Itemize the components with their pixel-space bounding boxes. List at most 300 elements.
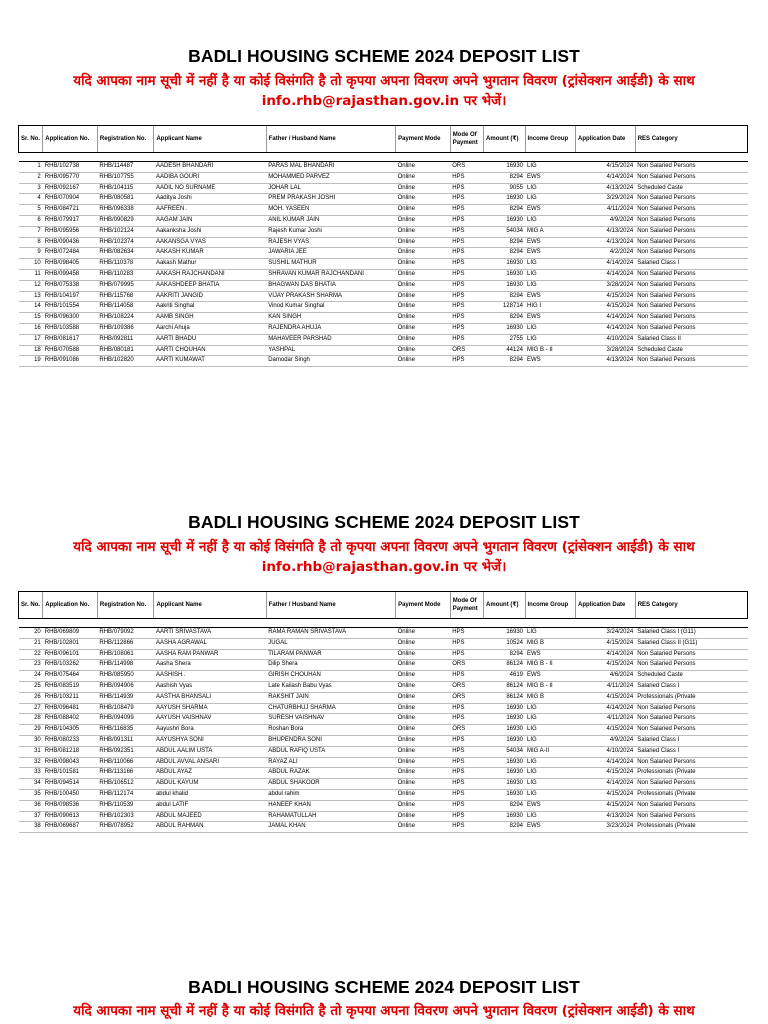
cell-amount: 16930 <box>484 323 525 334</box>
table-row <box>19 172 748 183</box>
cell-amount: 16930 <box>484 768 525 779</box>
cell-application-date: 3/24/2024 <box>576 628 636 639</box>
cell-application-no: RHB/084721 <box>43 205 98 216</box>
cell-applicant-name: Aayushri Bora <box>154 725 266 736</box>
cell-application-no: RHB/104197 <box>43 291 98 302</box>
table-row <box>19 226 748 237</box>
cell-sr-no: 15 <box>19 313 43 324</box>
cell-applicant-name: AAYUSH SHARMA <box>154 703 266 714</box>
cell-registration-no: RHB/110066 <box>97 757 154 768</box>
cell-father-husband-name: ABDUL SHAKOOR <box>266 779 395 790</box>
cell-applicant-name: Aakash Mathur <box>154 259 266 270</box>
cell-application-no: RHB/100450 <box>43 789 98 800</box>
cell-father-husband-name: YASHPAL <box>266 345 395 356</box>
deposit-table <box>18 591 748 833</box>
cell-sr-no: 35 <box>19 789 43 800</box>
cell-sr-no: 5 <box>19 205 43 216</box>
cell-registration-no: RHB/080181 <box>97 345 154 356</box>
cell-payment-mode: Online <box>396 735 451 746</box>
cell-amount: 10524 <box>484 638 525 649</box>
cell-amount: 16930 <box>484 269 525 280</box>
cell-application-date: 4/11/2024 <box>576 681 636 692</box>
cell-res-category: Scheduled Caste <box>635 183 747 194</box>
cell-application-no: RHB/096101 <box>43 649 98 660</box>
cell-application-date: 4/14/2024 <box>576 649 636 660</box>
table-row <box>19 638 748 649</box>
table-spacer-row <box>19 619 748 628</box>
cell-sr-no: 14 <box>19 302 43 313</box>
table-row <box>19 356 748 367</box>
cell-application-date: 4/15/2024 <box>576 660 636 671</box>
cell-application-no: RHB/094514 <box>43 779 98 790</box>
cell-res-category: Non Salaried Persons <box>635 649 747 660</box>
cell-income-group: EWS <box>525 649 576 660</box>
column-header-father-husband-name: Father / Husband Name <box>266 592 395 619</box>
cell-amount: 16930 <box>484 714 525 725</box>
cell-amount: 4619 <box>484 671 525 682</box>
cell-sr-no: 1 <box>19 162 43 173</box>
cell-father-husband-name: MOH. YASEEN <box>266 205 395 216</box>
cell-mode-of-payment: ORS <box>450 162 483 173</box>
cell-mode-of-payment: HPS <box>450 323 483 334</box>
cell-res-category: Non Salaried Persons <box>635 280 747 291</box>
cell-income-group: EWS <box>525 356 576 367</box>
cell-income-group: EWS <box>525 205 576 216</box>
spacer-cell <box>43 153 98 162</box>
cell-income-group: LIG <box>525 280 576 291</box>
cell-payment-mode: Online <box>396 215 451 226</box>
cell-sr-no: 27 <box>19 703 43 714</box>
cell-mode-of-payment: HPS <box>450 237 483 248</box>
cell-amount: 8294 <box>484 313 525 324</box>
cell-father-husband-name: SHRAVAN KUMAR RAJCHANDANI <box>266 269 395 280</box>
cell-income-group: EWS <box>525 313 576 324</box>
cell-mode-of-payment: HPS <box>450 746 483 757</box>
spacer-cell <box>19 153 43 162</box>
cell-sr-no: 10 <box>19 259 43 270</box>
column-header-mode-of-payment: Mode Of Payment <box>450 592 483 619</box>
cell-applicant-name: AAKASH RAJCHANDANI <box>154 269 266 280</box>
cell-applicant-name: AARTI CHOUHAN <box>154 345 266 356</box>
cell-application-no: RHB/098043 <box>43 757 98 768</box>
cell-income-group: LIG <box>525 334 576 345</box>
cell-sr-no: 21 <box>19 638 43 649</box>
cell-father-husband-name: JUGAL <box>266 638 395 649</box>
cell-income-group: LIG <box>525 779 576 790</box>
cell-amount: 16930 <box>484 162 525 173</box>
table-row <box>19 194 748 205</box>
cell-registration-no: RHB/091311 <box>97 735 154 746</box>
cell-income-group: LIG <box>525 628 576 639</box>
cell-applicant-name: AAKRITI JANGID <box>154 291 266 302</box>
cell-application-date: 4/13/2024 <box>576 811 636 822</box>
cell-amount: 8294 <box>484 172 525 183</box>
cell-father-husband-name: ABDUL RAFIQ USTA <box>266 746 395 757</box>
cell-application-date: 4/14/2024 <box>576 323 636 334</box>
cell-application-date: 4/9/2024 <box>576 215 636 226</box>
spacer-cell <box>266 153 395 162</box>
cell-registration-no: RHB/116835 <box>97 725 154 736</box>
table-row <box>19 789 748 800</box>
cell-payment-mode: Online <box>396 703 451 714</box>
cell-sr-no: 28 <box>19 714 43 725</box>
cell-father-husband-name: Damodar Singh <box>266 356 395 367</box>
cell-income-group: LIG <box>525 194 576 205</box>
cell-application-date: 4/10/2024 <box>576 746 636 757</box>
cell-income-group: LIG <box>525 789 576 800</box>
cell-income-group: EWS <box>525 237 576 248</box>
spacer-cell <box>484 153 525 162</box>
cell-applicant-name: ABDUL RAHMAN <box>154 822 266 833</box>
cell-registration-no: RHB/090829 <box>97 215 154 226</box>
cell-payment-mode: Online <box>396 628 451 639</box>
cell-res-category: Non Salaried Persons <box>635 703 747 714</box>
table-row <box>19 800 748 811</box>
notice-line-1: यदि आपका नाम सूची में नहीं है या कोई विसंगति है तो कृपया अपना विवरण अपने भुगतान विवरण (ट्रांसेक्शन आईडी) के साथ <box>73 539 695 555</box>
cell-applicant-name: AARTI BHADU <box>154 334 266 345</box>
cell-sr-no: 38 <box>19 822 43 833</box>
cell-amount: 86124 <box>484 660 525 671</box>
cell-payment-mode: Online <box>396 259 451 270</box>
cell-father-husband-name: HANEEF KHAN <box>266 800 395 811</box>
cell-application-date: 4/15/2024 <box>576 725 636 736</box>
cell-application-no: RHB/101581 <box>43 768 98 779</box>
cell-res-category: Non Salaried Persons <box>635 226 747 237</box>
cell-res-category: Non Salaried Persons <box>635 269 747 280</box>
table-row <box>19 280 748 291</box>
cell-application-date: 4/14/2024 <box>576 172 636 183</box>
cell-amount: 2755 <box>484 334 525 345</box>
cell-payment-mode: Online <box>396 302 451 313</box>
cell-father-husband-name: RAHAMATULLAH <box>266 811 395 822</box>
cell-application-date: 4/10/2024 <box>576 334 636 345</box>
cell-application-date: 4/13/2024 <box>576 356 636 367</box>
cell-income-group: MIG B - II <box>525 660 576 671</box>
cell-application-no: RHB/096300 <box>43 313 98 324</box>
cell-payment-mode: Online <box>396 692 451 703</box>
cell-res-category: Non Salaried Persons <box>635 757 747 768</box>
cell-father-husband-name: JAMAL KHAN <box>266 822 395 833</box>
cell-sr-no: 22 <box>19 649 43 660</box>
cell-sr-no: 17 <box>19 334 43 345</box>
column-header-father-husband-name: Father / Husband Name <box>266 126 395 153</box>
cell-applicant-name: Aaditya Joshi <box>154 194 266 205</box>
cell-sr-no: 16 <box>19 323 43 334</box>
cell-registration-no: RHB/108479 <box>97 703 154 714</box>
cell-registration-no: RHB/112866 <box>97 638 154 649</box>
cell-amount: 16930 <box>484 757 525 768</box>
cell-sr-no: 25 <box>19 681 43 692</box>
cell-amount: 16930 <box>484 811 525 822</box>
cell-amount: 16930 <box>484 789 525 800</box>
cell-income-group: LIG <box>525 703 576 714</box>
cell-amount: 86124 <box>484 681 525 692</box>
cell-res-category: Non Salaried Persons <box>635 660 747 671</box>
cell-res-category: Non Salaried Persons <box>635 194 747 205</box>
cell-res-category: Professionals (Private <box>635 768 747 779</box>
cell-applicant-name: Aashish Vyas <box>154 681 266 692</box>
table-row <box>19 345 748 356</box>
cell-registration-no: RHB/110539 <box>97 800 154 811</box>
table-row <box>19 768 748 779</box>
cell-registration-no: RHB/094099 <box>97 714 154 725</box>
cell-applicant-name: AARTI SRIVASTAVA <box>154 628 266 639</box>
cell-application-date: 4/14/2024 <box>576 779 636 790</box>
cell-father-husband-name: MOHAMMED PARVEZ <box>266 172 395 183</box>
cell-application-no: RHB/069809 <box>43 628 98 639</box>
spacer-cell <box>97 619 154 628</box>
cell-payment-mode: Online <box>396 183 451 194</box>
cell-application-date: 4/14/2024 <box>576 269 636 280</box>
cell-application-no: RHB/081218 <box>43 746 98 757</box>
cell-application-date: 4/6/2024 <box>576 671 636 682</box>
cell-income-group: MIG B <box>525 638 576 649</box>
cell-applicant-name: ABDUL KAYUM <box>154 779 266 790</box>
spacer-cell <box>266 619 395 628</box>
table-row <box>19 237 748 248</box>
cell-father-husband-name: CHATURBHUJ SHARMA <box>266 703 395 714</box>
spacer-cell <box>450 153 483 162</box>
cell-application-no: RHB/095956 <box>43 226 98 237</box>
cell-father-husband-name: RAKSHIT JAIN <box>266 692 395 703</box>
table-header-row <box>19 126 748 153</box>
cell-application-no: RHB/081617 <box>43 334 98 345</box>
cell-father-husband-name: Roshan Bora <box>266 725 395 736</box>
cell-applicant-name: AAKANSGA VYAS <box>154 237 266 248</box>
cell-income-group: LIG <box>525 714 576 725</box>
cell-res-category: Non Salaried Persons <box>635 811 747 822</box>
cell-mode-of-payment: HPS <box>450 822 483 833</box>
cell-applicant-name: AASHISH . <box>154 671 266 682</box>
cell-income-group: LIG <box>525 757 576 768</box>
table-row <box>19 746 748 757</box>
cell-application-date: 3/23/2024 <box>576 822 636 833</box>
cell-income-group: LIG <box>525 162 576 173</box>
cell-res-category: Non Salaried Persons <box>635 162 747 173</box>
cell-application-date: 4/14/2024 <box>576 313 636 324</box>
cell-res-category: Non Salaried Persons <box>635 356 747 367</box>
cell-mode-of-payment: HPS <box>450 671 483 682</box>
cell-payment-mode: Online <box>396 345 451 356</box>
cell-sr-no: 34 <box>19 779 43 790</box>
table-row <box>19 671 748 682</box>
cell-application-date: 3/28/2024 <box>576 280 636 291</box>
cell-applicant-name: Aasha Shera <box>154 660 266 671</box>
cell-registration-no: RHB/114998 <box>97 660 154 671</box>
cell-payment-mode: Online <box>396 323 451 334</box>
cell-sr-no: 6 <box>19 215 43 226</box>
table-row <box>19 215 748 226</box>
cell-payment-mode: Online <box>396 172 451 183</box>
cell-sr-no: 26 <box>19 692 43 703</box>
column-header-income-group: Income Group <box>525 126 576 153</box>
cell-amount: 16930 <box>484 259 525 270</box>
cell-amount: 16930 <box>484 280 525 291</box>
cell-res-category: Scheduled Caste <box>635 345 747 356</box>
cell-father-husband-name: Late Kailash Babu Vyas <box>266 681 395 692</box>
table-row <box>19 334 748 345</box>
cell-applicant-name: Aarchi Ahuja <box>154 323 266 334</box>
cell-payment-mode: Online <box>396 822 451 833</box>
column-header-application-no: Application No. <box>43 592 98 619</box>
cell-amount: 54034 <box>484 226 525 237</box>
cell-income-group: LIG <box>525 811 576 822</box>
cell-applicant-name: AAKASHDEEP BHATIA <box>154 280 266 291</box>
cell-mode-of-payment: HPS <box>450 628 483 639</box>
cell-res-category: Salaried Class I <box>635 746 747 757</box>
cell-application-no: RHB/091086 <box>43 356 98 367</box>
cell-application-date: 4/15/2024 <box>576 800 636 811</box>
cell-income-group: EWS <box>525 822 576 833</box>
cell-payment-mode: Online <box>396 746 451 757</box>
column-header-payment-mode: Payment Mode <box>396 126 451 153</box>
cell-application-date: 4/14/2024 <box>576 757 636 768</box>
cell-applicant-name: Aakanksha Joshi <box>154 226 266 237</box>
cell-application-no: RHB/075464 <box>43 671 98 682</box>
cell-amount: 8294 <box>484 205 525 216</box>
cell-application-date: 3/29/2024 <box>576 194 636 205</box>
spacer-cell <box>43 619 98 628</box>
cell-application-no: RHB/079917 <box>43 215 98 226</box>
cell-father-husband-name: RAJESH VYAS <box>266 237 395 248</box>
cell-application-date: 4/11/2024 <box>576 714 636 725</box>
cell-res-category: Non Salaried Persons <box>635 800 747 811</box>
table-row <box>19 162 748 173</box>
cell-applicant-name: abdul khalid <box>154 789 266 800</box>
cell-registration-no: RHB/092811 <box>97 334 154 345</box>
column-header-income-group: Income Group <box>525 592 576 619</box>
cell-res-category: Salaried Class I <box>635 735 747 746</box>
spacer-cell <box>525 153 576 162</box>
cell-applicant-name: ABDUL AALIM USTA <box>154 746 266 757</box>
cell-applicant-name: AADIL NO SURNAME <box>154 183 266 194</box>
spacer-cell <box>576 619 636 628</box>
spacer-cell <box>396 619 451 628</box>
cell-registration-no: RHB/080581 <box>97 194 154 205</box>
cell-father-husband-name: BHAGWAN DAS BHATIA <box>266 280 395 291</box>
cell-mode-of-payment: ORS <box>450 345 483 356</box>
column-header-res-category: RES Category <box>635 592 747 619</box>
table-row <box>19 291 748 302</box>
cell-res-category: Non Salaried Persons <box>635 248 747 259</box>
column-header-mode-of-payment: Mode Of Payment <box>450 126 483 153</box>
notice-line-1: यदि आपका नाम सूची में नहीं है या कोई विसंगति है तो कृपया अपना विवरण अपने भुगतान विवरण (ट्रांसेक्शन आईडी) के साथ <box>73 73 695 89</box>
cell-payment-mode: Online <box>396 811 451 822</box>
cell-mode-of-payment: HPS <box>450 649 483 660</box>
cell-applicant-name: AASTHA BHANSALI <box>154 692 266 703</box>
cell-registration-no: RHB/102124 <box>97 226 154 237</box>
cell-payment-mode: Online <box>396 768 451 779</box>
cell-amount: 9055 <box>484 183 525 194</box>
cell-registration-no: RHB/096338 <box>97 205 154 216</box>
spacer-cell <box>576 153 636 162</box>
cell-father-husband-name: SURESH VAISHNAV <box>266 714 395 725</box>
cell-res-category: Scheduled Caste <box>635 671 747 682</box>
cell-registration-no: RHB/108061 <box>97 649 154 660</box>
cell-mode-of-payment: HPS <box>450 226 483 237</box>
table-row <box>19 735 748 746</box>
cell-mode-of-payment: HPS <box>450 789 483 800</box>
cell-application-no: RHB/070904 <box>43 194 98 205</box>
spacer-cell <box>154 153 266 162</box>
cell-res-category: Professionals (Private <box>635 692 747 703</box>
cell-mode-of-payment: HPS <box>450 194 483 205</box>
cell-income-group: MIG B <box>525 692 576 703</box>
column-header-res-category: RES Category <box>635 126 747 153</box>
column-header-sr-no: Sr. No. <box>19 126 43 153</box>
cell-application-no: RHB/102801 <box>43 638 98 649</box>
cell-father-husband-name: Dilip Shera <box>266 660 395 671</box>
cell-applicant-name: AADIBA GOURI <box>154 172 266 183</box>
table-spacer-row <box>19 153 748 162</box>
cell-amount: 54034 <box>484 746 525 757</box>
cell-amount: 16930 <box>484 215 525 226</box>
cell-res-category: Non Salaried Persons <box>635 313 747 324</box>
cell-registration-no: RHB/114487 <box>97 162 154 173</box>
cell-res-category: Professionals (Private <box>635 789 747 800</box>
cell-income-group: HIG I <box>525 302 576 313</box>
cell-application-no: RHB/095770 <box>43 172 98 183</box>
cell-registration-no: RHB/078952 <box>97 822 154 833</box>
spacer-cell <box>635 153 747 162</box>
cell-application-date: 3/28/2024 <box>576 345 636 356</box>
cell-amount: 16930 <box>484 735 525 746</box>
cell-income-group: EWS <box>525 671 576 682</box>
notice-line-2: info.rhb@rajasthan.gov.in पर भेजें। <box>261 559 507 575</box>
cell-registration-no: RHB/102820 <box>97 356 154 367</box>
cell-mode-of-payment: HPS <box>450 768 483 779</box>
cell-registration-no: RHB/110283 <box>97 269 154 280</box>
cell-res-category: Non Salaried Persons <box>635 323 747 334</box>
spacer-cell <box>635 619 747 628</box>
table-row <box>19 205 748 216</box>
cell-mode-of-payment: HPS <box>450 811 483 822</box>
cell-payment-mode: Online <box>396 671 451 682</box>
table-row <box>19 822 748 833</box>
cell-payment-mode: Online <box>396 789 451 800</box>
spacer-cell <box>19 619 43 628</box>
cell-mode-of-payment: HPS <box>450 269 483 280</box>
cell-income-group: EWS <box>525 800 576 811</box>
cell-income-group: LIG <box>525 215 576 226</box>
cell-mode-of-payment: HPS <box>450 291 483 302</box>
cell-father-husband-name: RAJENDRA AHUJA <box>266 323 395 334</box>
table-row <box>19 681 748 692</box>
cell-payment-mode: Online <box>396 334 451 345</box>
cell-sr-no: 11 <box>19 269 43 280</box>
cell-payment-mode: Online <box>396 757 451 768</box>
cell-payment-mode: Online <box>396 194 451 205</box>
cell-applicant-name: AARTI KUMAWAT <box>154 356 266 367</box>
cell-applicant-name: AASHA AGRAWAL <box>154 638 266 649</box>
column-header-application-no: Application No. <box>43 126 98 153</box>
cell-application-date: 4/15/2024 <box>576 768 636 779</box>
cell-payment-mode: Online <box>396 649 451 660</box>
cell-payment-mode: Online <box>396 248 451 259</box>
cell-sr-no: 7 <box>19 226 43 237</box>
cell-payment-mode: Online <box>396 779 451 790</box>
cell-registration-no: RHB/094906 <box>97 681 154 692</box>
cell-father-husband-name: RAMA RAMAN SRIVASTAVA <box>266 628 395 639</box>
cell-sr-no: 13 <box>19 291 43 302</box>
cell-income-group: MIG B - II <box>525 681 576 692</box>
cell-income-group: LIG <box>525 323 576 334</box>
cell-application-no: RHB/096481 <box>43 703 98 714</box>
cell-amount: 8294 <box>484 356 525 367</box>
cell-father-husband-name: RAYAZ ALI <box>266 757 395 768</box>
cell-payment-mode: Online <box>396 237 451 248</box>
cell-payment-mode: Online <box>396 313 451 324</box>
